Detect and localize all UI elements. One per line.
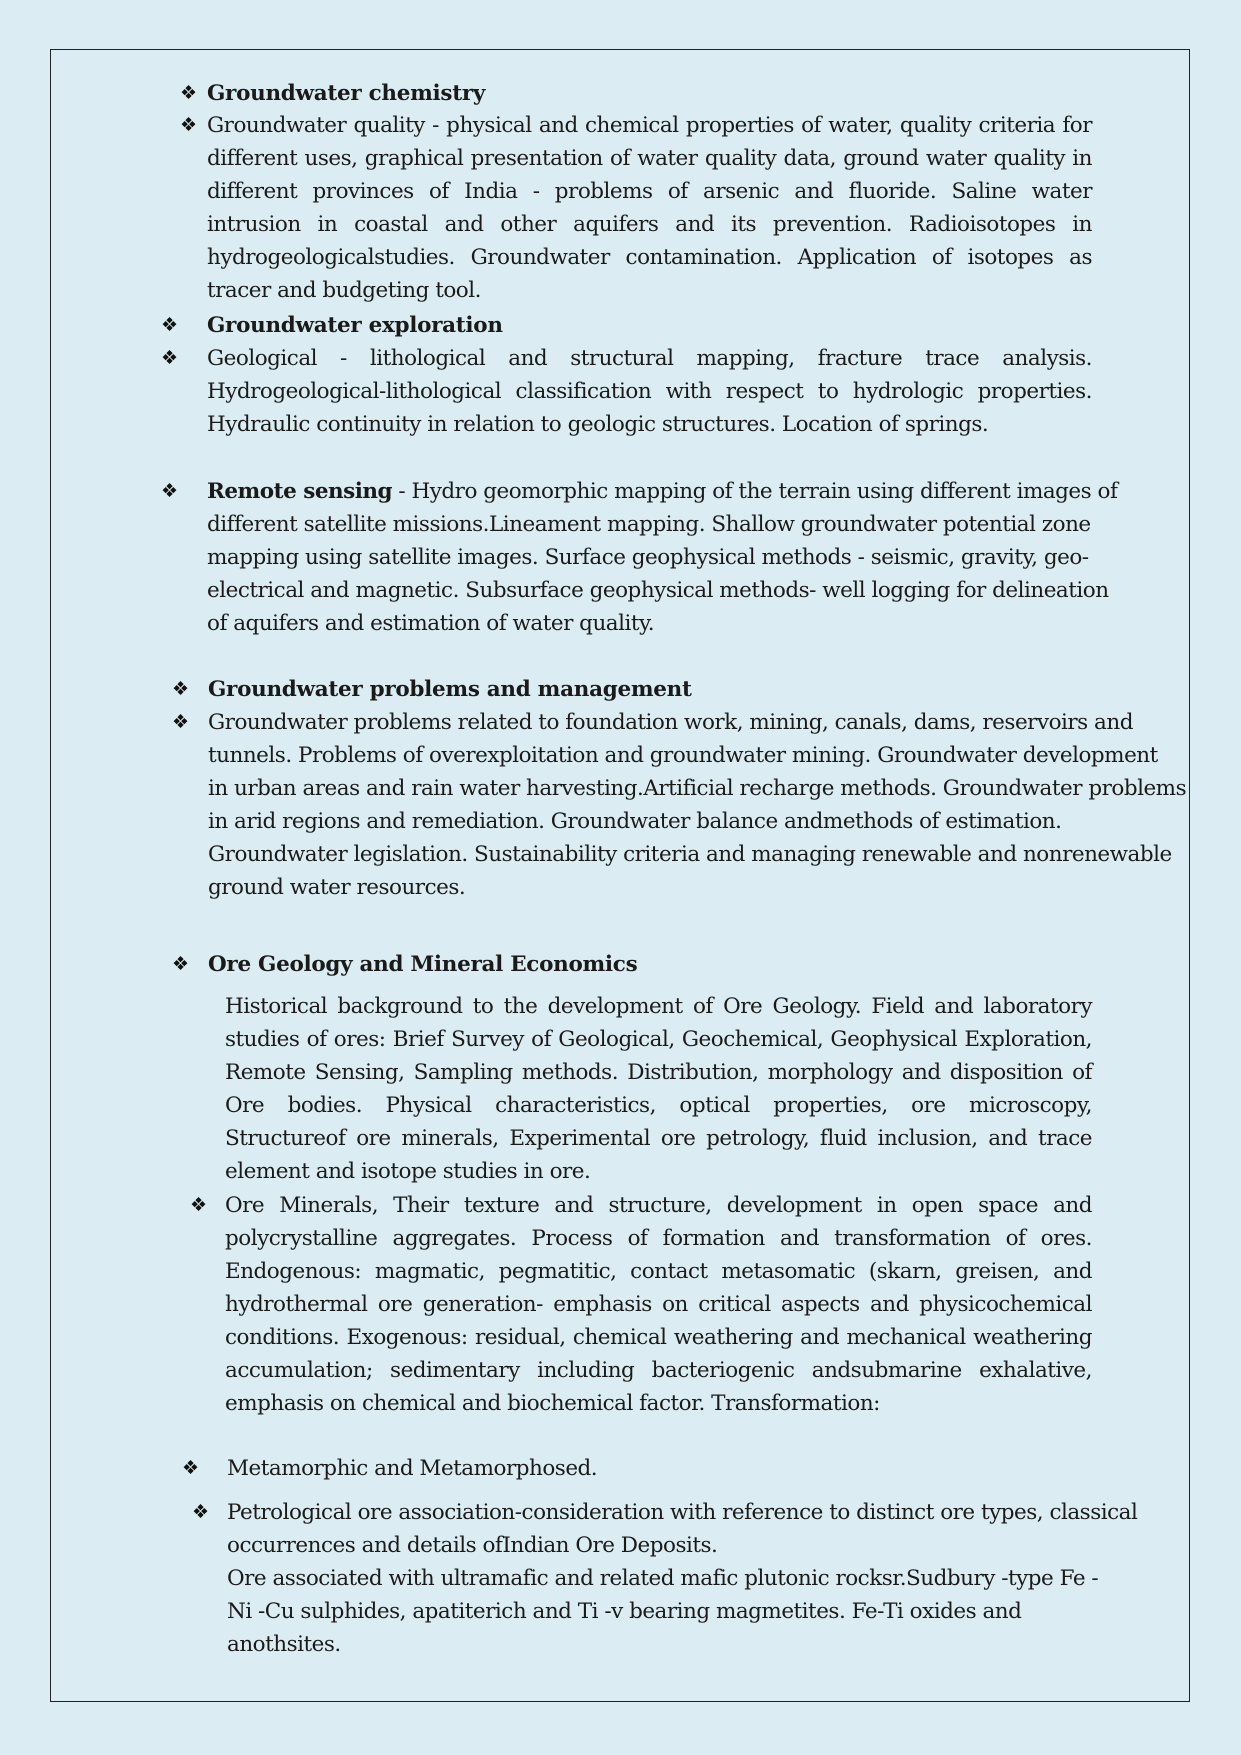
remote-sensing-paragraph bbox=[207, 475, 1118, 640]
petrological-line: Ni -Cu sulphides, apatiterich and Ti -v bearing magmetites. Fe-Ti oxides and bbox=[227, 1599, 1022, 1624]
ore-geology-intro: Historical background to the development of Ore Geology. Field and laboratory studies of ores: Brief Survey of Geological, Geochemical, Geophysical Exploration, Remote Sensing, Sampling methods. Distribution, morphology and disposition of Ore bodies. Physical characteristics, optical properties, ore microscopy, Structureof ore minerals, Experimental ore petrology, fluid inclusion, and trace element and isotope studies in ore. bbox=[225, 994, 1092, 1184]
bullet-icon: ❖ bbox=[180, 114, 198, 136]
metamorphic-item: Metamorphic and Metamorphosed. bbox=[227, 1456, 598, 1481]
bullet-icon: ❖ bbox=[182, 1457, 200, 1479]
bullet-icon: ❖ bbox=[172, 678, 190, 700]
bullet-icon: ❖ bbox=[172, 711, 190, 733]
remote-sensing-line: of aquifers and estimation of water quality. bbox=[207, 611, 655, 636]
groundwater-chemistry-body: Groundwater quality - physical and chemical properties of water, quality criteria for different uses, graphical presentation of water quality data, ground water quality in different provinces of India - problems of arsenic and fluoride. Saline water intrusion in coastal and other aquifers and its prevention. Radioisotopes in hydrogeologicalstudies. Groundwater contamination. Application of isotopes as tracer and budgeting tool. bbox=[207, 113, 1092, 303]
groundwater-exploration-body: Geological - lithological and structural mapping, fracture trace analysis. Hydrogeological-lithological classification with respect to hydrologic properties. Hydraulic continuity in relation to geologic structures. Location of springs. bbox=[207, 346, 1092, 437]
bullet-icon: ❖ bbox=[192, 1501, 210, 1523]
bullet-icon: ❖ bbox=[190, 1194, 208, 1216]
petrological-ore-body bbox=[227, 1496, 1138, 1661]
bullet-icon: ❖ bbox=[172, 953, 190, 975]
heading-remote-sensing: Remote sensing bbox=[207, 479, 393, 504]
remote-sensing-line: - Hydro geomorphic mapping of the terrain using different images of bbox=[392, 479, 1118, 504]
heading-groundwater-problems: Groundwater problems and management bbox=[208, 677, 692, 702]
groundwater-problems-line: tunnels. Problems of overexploitation and groundwater mining. Groundwater development bbox=[208, 743, 1158, 768]
heading-ore-geology: Ore Geology and Mineral Economics bbox=[208, 952, 638, 977]
groundwater-problems-line: Groundwater problems related to foundation work, mining, canals, dams, reservoirs and bbox=[208, 710, 1133, 735]
groundwater-problems-body bbox=[208, 706, 1187, 904]
groundwater-problems-line: in arid regions and remediation. Groundwater balance andmethods of estimation. bbox=[208, 809, 1062, 834]
bullet-icon: ❖ bbox=[161, 314, 179, 336]
bullet-icon: ❖ bbox=[161, 347, 179, 369]
remote-sensing-line: electrical and magnetic. Subsurface geophysical methods- well logging for delineation bbox=[207, 578, 1109, 603]
remote-sensing-line: different satellite missions.Lineament mapping. Shallow groundwater potential zone bbox=[207, 512, 1091, 537]
bullet-icon: ❖ bbox=[180, 82, 198, 104]
heading-groundwater-chemistry: Groundwater chemistry bbox=[207, 81, 486, 106]
heading-groundwater-exploration: Groundwater exploration bbox=[207, 313, 503, 338]
petrological-line: anothsites. bbox=[227, 1632, 341, 1657]
ore-minerals-body: Ore Minerals, Their texture and structure, development in open space and polycrystalline aggregates. Process of formation and transformation of ores. Endogenous: magmatic, pegmatitic, contact metasomatic (skarn, greisen, and hydrothermal ore generation- emphasis on critical aspects and physicochemical conditions. Exogenous: residual, chemical weathering and mechanical weathering accumulation; sedimentary including bacteriogenic andsubmarine exhalative, emphasis on chemical and biochemical factor. Transformation: bbox=[225, 1193, 1092, 1416]
groundwater-problems-line: in urban areas and rain water harvesting.Artificial recharge methods. Groundwater problems bbox=[208, 776, 1187, 801]
groundwater-problems-line: ground water resources. bbox=[208, 875, 466, 900]
bullet-icon: ❖ bbox=[161, 480, 179, 502]
groundwater-problems-line: Groundwater legislation. Sustainability criteria and managing renewable and nonrenewable bbox=[208, 842, 1172, 867]
petrological-line: Ore associated with ultramafic and related mafic plutonic rocksr.Sudbury -type Fe - bbox=[227, 1566, 1099, 1591]
petrological-line: Petrological ore association-consideration with reference to distinct ore types, classical bbox=[227, 1500, 1138, 1525]
remote-sensing-line: mapping using satellite images. Surface geophysical methods - seismic, gravity, geo- bbox=[207, 545, 1089, 570]
petrological-line: occurrences and details ofIndian Ore Deposits. bbox=[227, 1533, 718, 1558]
